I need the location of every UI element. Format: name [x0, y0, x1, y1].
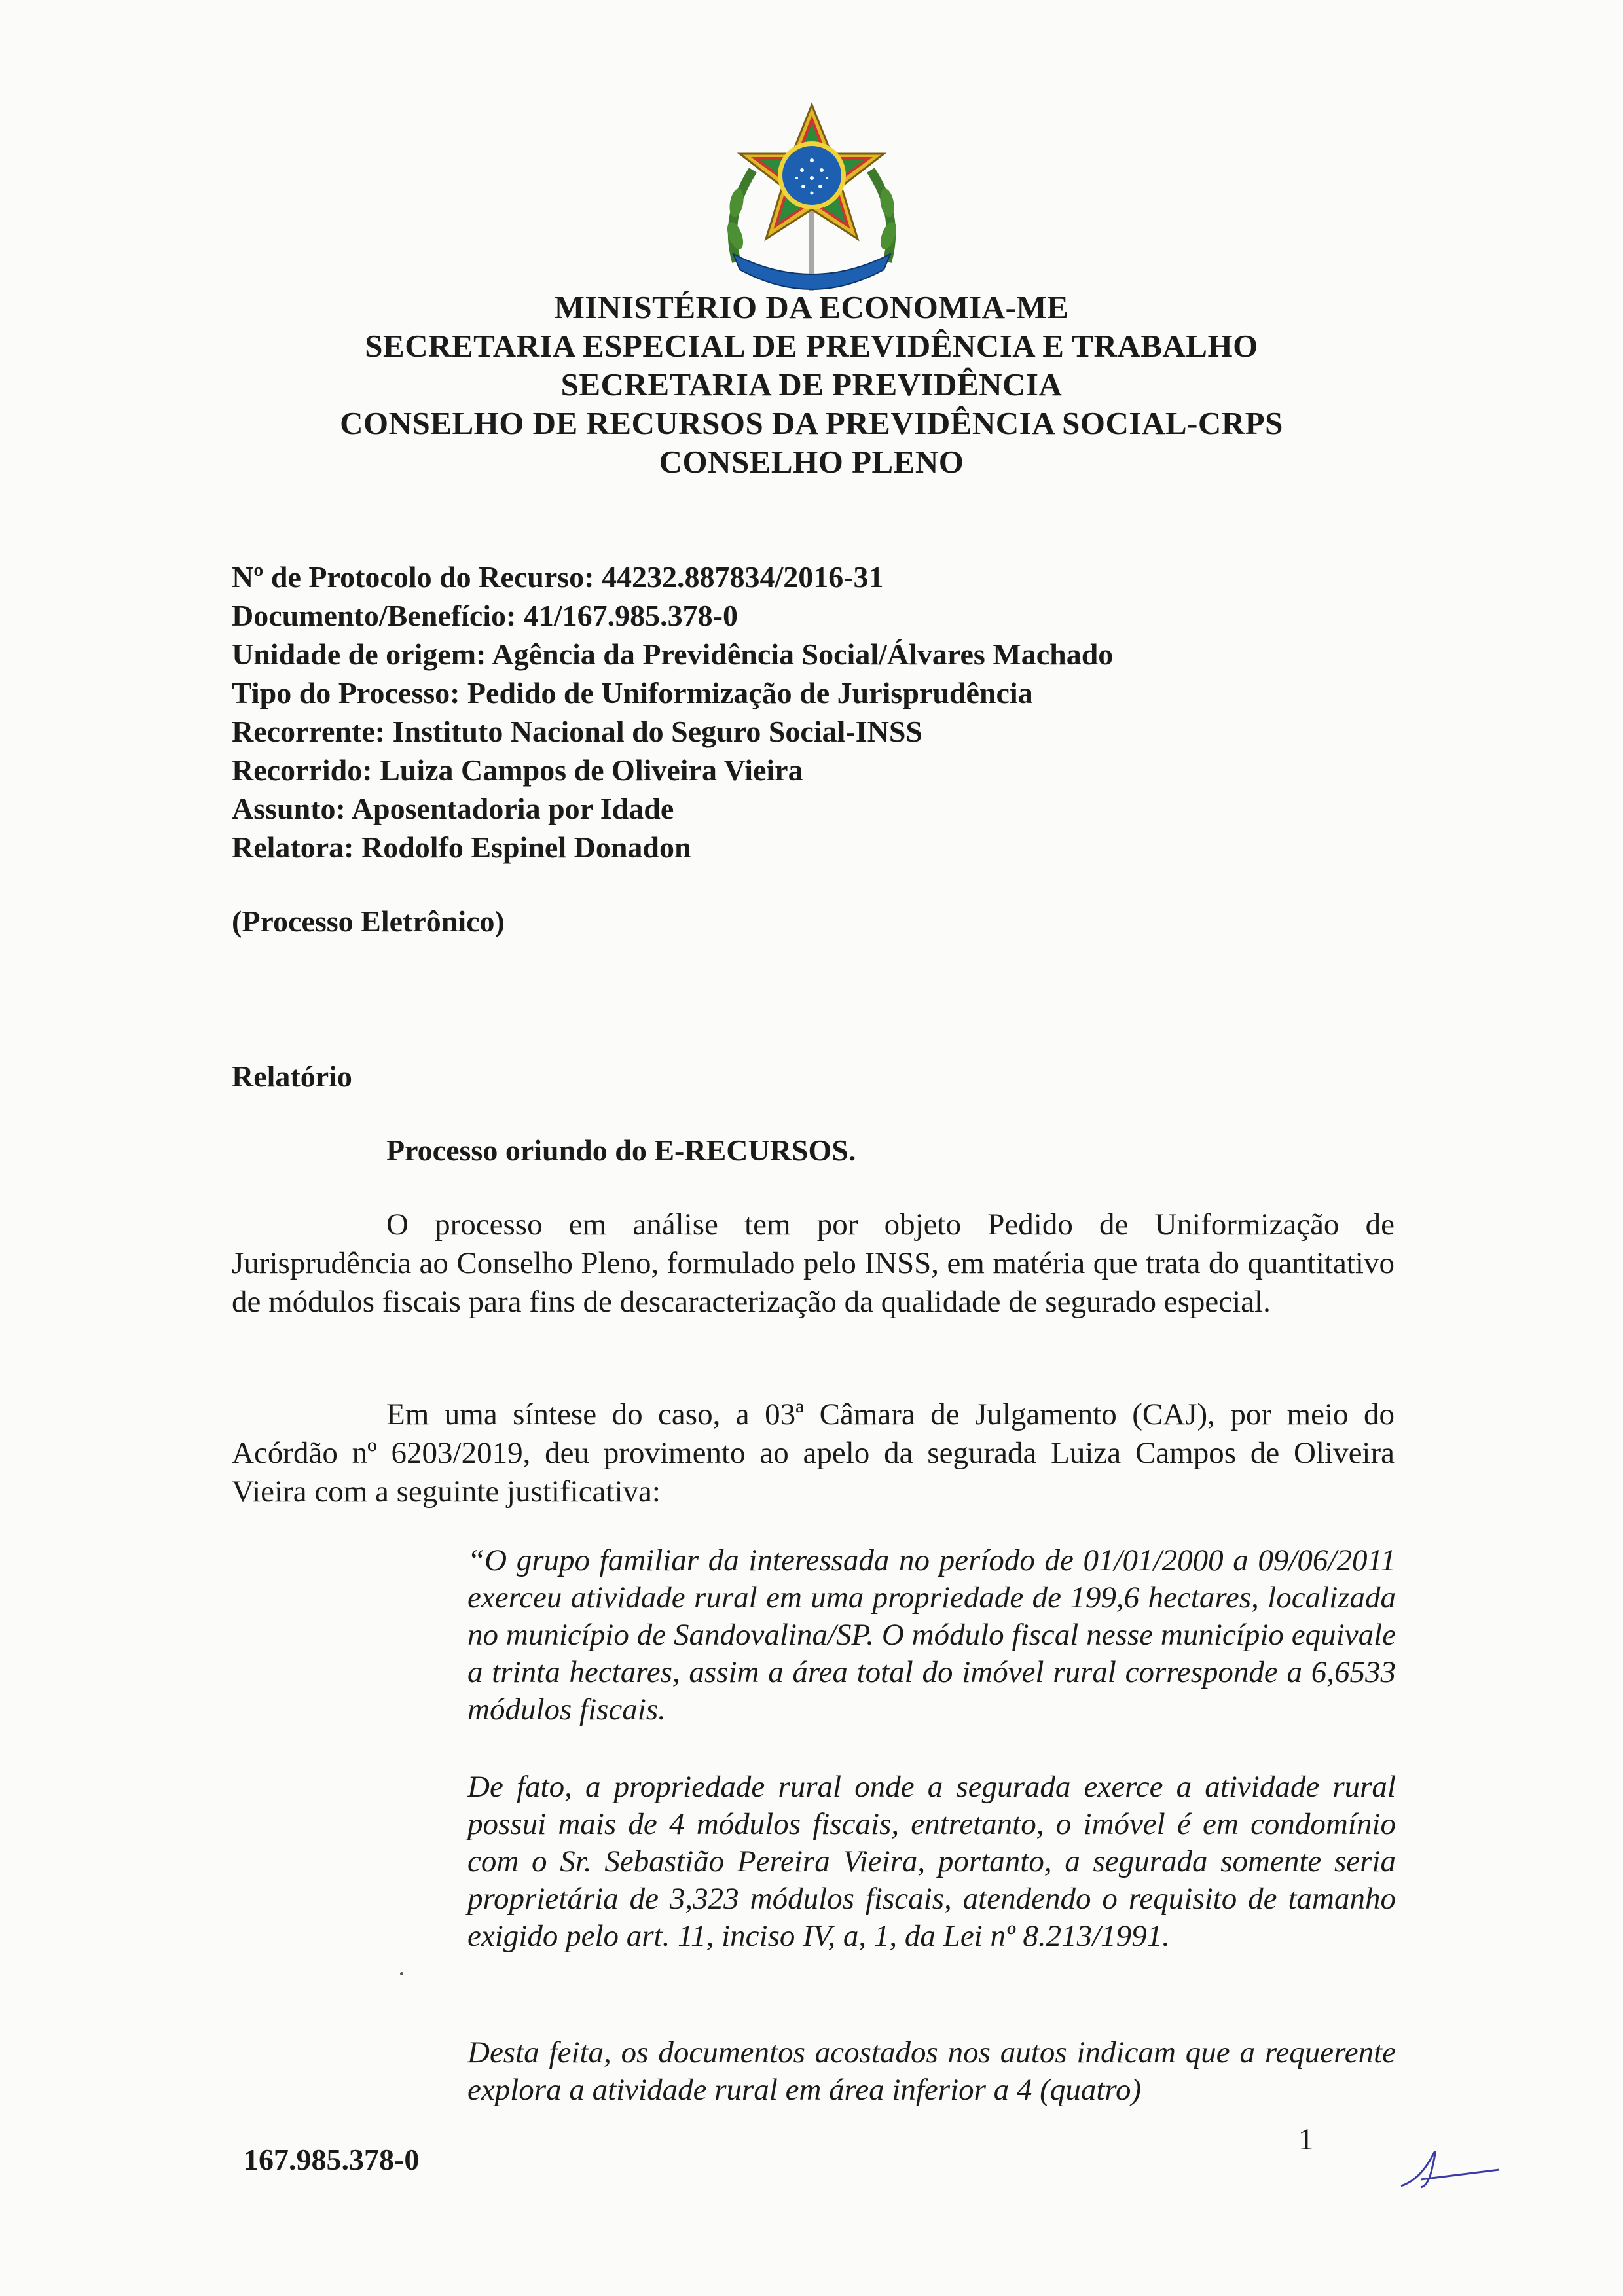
quote-1: “O grupo familiar da interessada no período de 01/01/2000 a 09/06/2011 exerceu atividade rural em uma propriedade de 199,6 hectares, localizada no município de Sandovalina/SP. O módulo fiscal nesse município equivale a trinta hectares, assim a área total do imóvel rural corresponde a 6,6533 módulos fiscais.	[467, 1543, 1396, 1727]
page-number: 1	[1298, 2123, 1314, 2157]
header-council: CONSELHO DE RECURSOS DA PREVIDÊNCIA SOCIAL-CRPS	[340, 405, 1283, 441]
meta-appellant: Recorrente: Instituto Nacional do Seguro Social-INSS	[232, 715, 923, 748]
stray-mark	[400, 1972, 403, 1975]
section-title: Relatório	[232, 1060, 352, 1093]
meta-document: Documento/Benefício: 41/167.985.378-0	[232, 599, 738, 632]
signature-mark	[1395, 2140, 1506, 2193]
origin-line: Processo oriundo do E-RECURSOS.	[386, 1134, 856, 1167]
meta-protocol: Nº de Protocolo do Recurso: 44232.887834/2016-31	[232, 560, 884, 594]
paragraph-1: O processo em análise tem por objeto Pedido de Uniformização de Jurisprudência ao Conselho Pleno, formulado pelo INSS, em matéria que trata do quantitativo de módulos fiscais para fins de descaracterização da qualidade de segurado especial.	[232, 1208, 1395, 1319]
process-metadata	[232, 558, 1410, 867]
meta-rapporteur: Relatora: Rodolfo Espinel Donadon	[232, 831, 691, 864]
process-type-note: (Processo Eletrônico)	[232, 905, 505, 938]
coat-of-arms-seal	[717, 98, 907, 295]
header-plenary: CONSELHO PLENO	[659, 444, 964, 480]
meta-origin-unit: Unidade de origem: Agência da Previdência Social/Álvares Machado	[232, 637, 1114, 671]
quote-2: De fato, a propriedade rural onde a segurada exerce a atividade rural possui mais de 4 módulos fiscais, entretanto, o imóvel é em condomínio com o Sr. Sebastião Pereira Vieira, portanto, a segurada somente seria proprietária de 3,323 módulos fiscais, atendendo o requisito de tamanho exigido pelo art. 11, inciso IV, a, 1, da Lei nº 8.213/1991.	[467, 1770, 1396, 1953]
meta-appellee: Recorrido: Luiza Campos de Oliveira Vieira	[232, 753, 803, 787]
header-special-secretariat: SECRETARIA ESPECIAL DE PREVIDÊNCIA E TRABALHO	[365, 328, 1258, 364]
document-header	[0, 288, 1623, 481]
quote-3: Desta feita, os documentos acostados nos autos indicam que a requerente explora a atividade rural em área inferior a 4 (quatro)	[467, 2036, 1396, 2107]
header-secretariat: SECRETARIA DE PREVIDÊNCIA	[560, 367, 1063, 403]
meta-subject: Assunto: Aposentadoria por Idade	[232, 792, 674, 825]
meta-process-type: Tipo do Processo: Pedido de Uniformização de Jurisprudência	[232, 676, 1033, 709]
footer-process-number: 167.985.378-0	[244, 2143, 420, 2176]
paragraph-2: Em uma síntese do caso, a 03ª Câmara de Julgamento (CAJ), por meio do Acórdão nº 6203/2019, deu provimento ao apelo da segurada Luiza Campos de Oliveira Vieira com a seguinte justificativa:	[232, 1397, 1395, 1509]
header-ministry: MINISTÉRIO DA ECONOMIA-ME	[554, 289, 1069, 325]
